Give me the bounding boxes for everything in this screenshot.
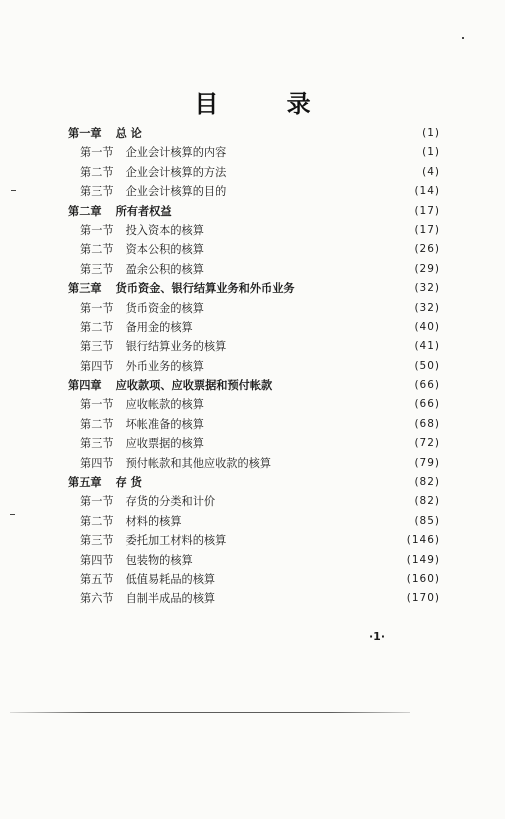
dot-leader <box>146 473 411 492</box>
entry-page-number: (66) <box>414 398 440 411</box>
entry-page-number: (85) <box>414 514 440 527</box>
dot-leader <box>208 221 411 240</box>
entry-label: 第二节 <box>80 243 114 257</box>
entry-heading: 银行结算业务的核算 <box>125 340 227 354</box>
entry-page-number: (79) <box>414 456 440 469</box>
entry-page-number: (17) <box>414 223 440 236</box>
entry-label: 第五节 <box>80 572 114 586</box>
dot-leader <box>146 124 418 143</box>
toc-section-entry <box>68 337 440 356</box>
toc-section-entry <box>68 454 440 473</box>
dot-leader <box>275 454 410 473</box>
toc-section-entry <box>68 415 440 434</box>
toc-section-entry <box>68 551 440 570</box>
dot-leader <box>230 182 410 201</box>
entry-page-number: (66) <box>414 379 440 392</box>
entry-label: 第一节 <box>80 301 114 315</box>
dot-leader <box>208 260 411 279</box>
toc-section-entry <box>68 395 440 414</box>
entry-heading: 投入资本的核算 <box>125 223 204 237</box>
entry-label: 第三节 <box>80 437 114 451</box>
scan-mark <box>462 37 464 39</box>
entry-heading: 资本公积的核算 <box>125 243 204 257</box>
entry-heading: 企业会计核算的方法 <box>125 165 227 179</box>
entry-heading: 委托加工材料的核算 <box>125 534 227 548</box>
entry-heading: 总 论 <box>115 127 142 140</box>
dot-leader <box>276 376 410 395</box>
entry-heading: 存货的分类和计价 <box>125 495 216 509</box>
entry-page-number: (32) <box>414 282 440 295</box>
scan-mark <box>11 190 16 191</box>
entry-page-number: (82) <box>414 495 440 508</box>
entry-page-number: (149) <box>406 553 440 566</box>
entry-label: 第一章 <box>68 127 102 140</box>
entry-page-number: (1) <box>422 146 440 159</box>
dot-leader <box>230 337 410 356</box>
entry-label: 第三节 <box>80 534 114 548</box>
entry-page-number: (4) <box>422 165 440 178</box>
entry-heading: 企业会计核算的目的 <box>125 185 227 199</box>
entry-heading: 备用金的核算 <box>125 320 193 334</box>
page-title: 目 录 <box>194 90 341 118</box>
page-folio: ·1· <box>369 630 386 643</box>
entry-label: 第一节 <box>80 223 114 237</box>
dot-leader <box>299 279 411 298</box>
toc-chapter-entry <box>68 376 440 395</box>
entry-label: 第一节 <box>80 495 114 509</box>
entry-label: 第二节 <box>80 514 114 528</box>
toc-chapter-entry <box>68 279 440 298</box>
entry-page-number: (50) <box>414 359 440 372</box>
entry-heading: 盈余公积的核算 <box>125 262 204 276</box>
toc-chapter-entry <box>68 124 440 143</box>
dot-leader <box>208 434 411 453</box>
entry-label: 第三节 <box>80 262 114 276</box>
entry-label: 第二节 <box>80 417 114 431</box>
dot-leader <box>230 163 418 182</box>
toc-section-entry <box>68 492 440 511</box>
dot-leader <box>197 318 411 337</box>
toc-section-entry <box>68 182 440 201</box>
entry-heading: 应收票据的核算 <box>125 437 204 451</box>
toc-section-entry <box>68 143 440 162</box>
entry-label: 第六节 <box>80 592 114 606</box>
toc-section-entry <box>68 299 440 318</box>
entry-page-number: (160) <box>406 572 440 585</box>
dot-leader <box>219 492 410 511</box>
dot-leader <box>230 143 418 162</box>
entry-page-number: (146) <box>406 534 440 547</box>
entry-label: 第三章 <box>68 282 102 296</box>
toc-section-entry <box>68 357 440 376</box>
entry-page-number: (68) <box>414 417 440 430</box>
toc-section-entry <box>68 221 440 240</box>
entry-page-number: (26) <box>414 243 440 256</box>
entry-page-number: (41) <box>414 340 440 353</box>
entry-heading: 企业会计核算的内容 <box>125 146 227 160</box>
dot-leader <box>208 240 411 259</box>
entry-heading: 外币业务的核算 <box>125 359 204 373</box>
toc-section-entry <box>68 240 440 259</box>
dot-leader <box>208 357 411 376</box>
entry-label: 第五章 <box>68 476 102 490</box>
table-of-contents <box>68 124 440 609</box>
dot-leader <box>186 512 411 531</box>
entry-label: 第四节 <box>80 359 114 373</box>
entry-label: 第二章 <box>68 204 102 218</box>
dot-leader <box>176 202 411 221</box>
toc-section-entry <box>68 531 440 550</box>
toc-section-entry <box>68 512 440 531</box>
entry-label: 第四节 <box>80 553 114 567</box>
dot-leader <box>208 395 411 414</box>
entry-heading: 所有者权益 <box>115 204 172 218</box>
scan-mark <box>10 514 15 515</box>
entry-page-number: (82) <box>414 476 440 489</box>
entry-page-number: (72) <box>414 437 440 450</box>
dot-leader <box>208 299 411 318</box>
entry-label: 第一节 <box>80 398 114 412</box>
entry-heading: 坏帐准备的核算 <box>125 417 204 431</box>
entry-page-number: (170) <box>406 592 440 605</box>
toc-chapter-entry <box>68 202 440 221</box>
entry-label: 第三节 <box>80 340 114 354</box>
entry-label: 第二节 <box>80 320 114 334</box>
bottom-rule <box>10 712 410 713</box>
entry-heading: 包装物的核算 <box>125 553 193 567</box>
entry-heading: 货币资金的核算 <box>125 301 204 315</box>
entry-page-number: (29) <box>414 262 440 275</box>
entry-heading: 存 货 <box>115 476 142 490</box>
toc-section-entry <box>68 163 440 182</box>
entry-label: 第四章 <box>68 379 102 393</box>
toc-section-entry <box>68 570 440 589</box>
entry-heading: 材料的核算 <box>125 514 182 528</box>
toc-section-entry <box>68 260 440 279</box>
dot-leader <box>230 531 402 550</box>
dot-leader <box>208 415 411 434</box>
dot-leader <box>219 589 403 608</box>
entry-heading: 低值易耗品的核算 <box>125 572 216 586</box>
entry-page-number: (32) <box>414 301 440 314</box>
entry-heading: 货币资金、银行结算业务和外币业务 <box>115 282 295 296</box>
toc-section-entry <box>68 589 440 608</box>
entry-page-number: (1) <box>422 127 440 139</box>
dot-leader <box>219 570 403 589</box>
dot-leader <box>197 551 403 570</box>
entry-heading: 应收款项、应收票据和预付帐款 <box>115 379 273 393</box>
entry-page-number: (17) <box>414 204 440 217</box>
toc-section-entry <box>68 318 440 337</box>
entry-page-number: (14) <box>414 185 440 198</box>
entry-page-number: (40) <box>414 320 440 333</box>
entry-label: 第一节 <box>80 146 114 160</box>
entry-heading: 自制半成品的核算 <box>125 592 216 606</box>
entry-heading: 预付帐款和其他应收款的核算 <box>125 456 272 470</box>
toc-section-entry <box>68 434 440 453</box>
entry-label: 第三节 <box>80 185 114 199</box>
entry-heading: 应收帐款的核算 <box>125 398 204 412</box>
entry-label: 第二节 <box>80 165 114 179</box>
toc-chapter-entry <box>68 473 440 492</box>
entry-label: 第四节 <box>80 456 114 470</box>
